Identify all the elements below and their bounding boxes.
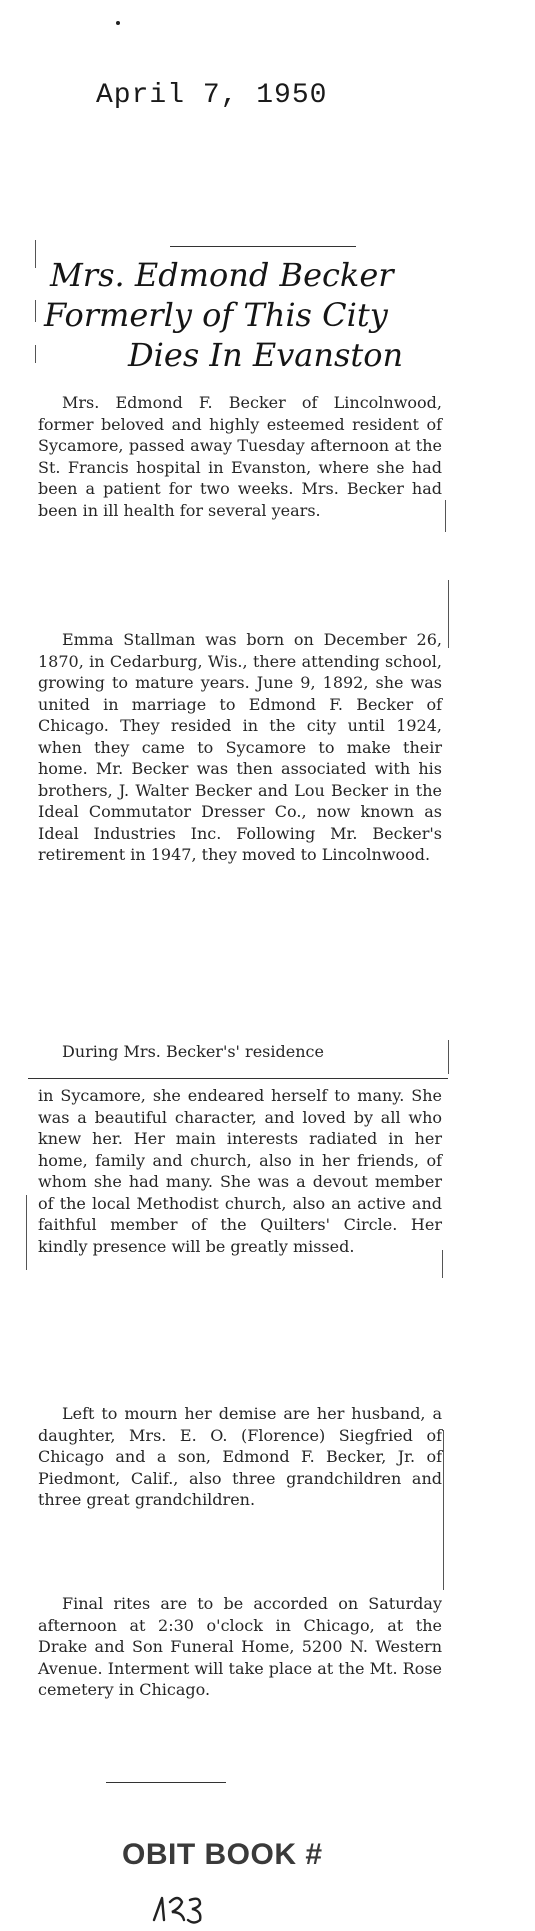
paragraph-3: [38, 1041, 442, 1071]
paragraph-4: [38, 1085, 442, 1265]
paragraph-5-text: Left to mourn her demise are her husband, a daughter, Mrs. E. O. (Florence) Siegfried of Chicago and a son, Edmond F. Becker, Jr. of Piedmont, Calif., also three grandchildren and three great grandchildren.: [38, 1404, 442, 1509]
right-cut-line-3: [448, 1040, 449, 1074]
left-cut-line-1: [35, 240, 36, 268]
obit-book-stamp: OBIT BOOK #: [122, 1838, 323, 1871]
paragraph-6: [38, 1593, 442, 1709]
paragraph-4-text: in Sycamore, she endeared herself to many. She was a beautiful character, and loved by all who knew her. Her main interests radiated in her home, family and church, also in her friends, of whom she had many. She was a devout member of the local Methodist church, also an active and faithful member of the Quilters' Circle. Her kindly presence will be greatly missed.: [38, 1086, 442, 1256]
headline-line-2: Formerly of This City: [44, 296, 388, 334]
paragraph-3-text: During Mrs. Becker's' residence: [62, 1042, 324, 1061]
headline-line-1: Mrs. Edmond Becker: [50, 256, 394, 294]
clipping-date: April 7, 1950: [96, 80, 328, 111]
paragraph-2-text: Emma Stallman was born on December 26, 1870, in Cedarburg, Wis., there attending school, growing to mature years. June 9, 1892, she was united in marriage to Edmond F. Becker of Chicago. They resided in the city until 1924, when they came to Sycamore to make their home. Mr. Becker was then associated with his brothers, J. Walter Becker and Lou Becker in the Ideal Commutator Dresser Co., now known as Ideal Industries Inc. Following Mr. Becker's retirement in 1947, they moved to Lincolnwood.: [38, 630, 442, 864]
right-cut-line-2: [448, 580, 449, 648]
headline-line-3: Dies In Evanston: [128, 336, 404, 374]
paragraph-5: [38, 1403, 442, 1519]
bottom-rule: [106, 1782, 226, 1783]
top-rule: [170, 246, 356, 247]
paragraph-2: [38, 629, 442, 874]
paragraph-6-text: Final rites are to be accorded on Saturday afternoon at 2:30 o'clock in Chicago, at the Drake and Son Funeral Home, 5200 N. Western Avenue. Interment will take place at the Mt. Rose cemetery in Chicago.: [38, 1594, 442, 1699]
paragraph-1: [38, 392, 442, 529]
left-cut-line-3: [35, 345, 36, 363]
right-cut-line-1: [445, 500, 446, 532]
headline: [40, 255, 460, 375]
column-break-rule: [28, 1078, 448, 1079]
handwritten-number-mark: [150, 1890, 210, 1928]
right-cut-line-5: [443, 1430, 444, 1590]
left-cut-line-4: [26, 1195, 27, 1270]
paragraph-1-text: Mrs. Edmond F. Becker of Lincolnwood, former beloved and highly esteemed resident of Sycamore, passed away Tuesday afternoon at the St. Francis hospital in Evanston, where she had been a patient for two weeks. Mrs. Becker had been in ill health for several years.: [38, 393, 442, 520]
right-cut-line-4: [442, 1250, 443, 1278]
left-cut-line-2: [35, 300, 36, 322]
ink-speck: [116, 21, 120, 25]
